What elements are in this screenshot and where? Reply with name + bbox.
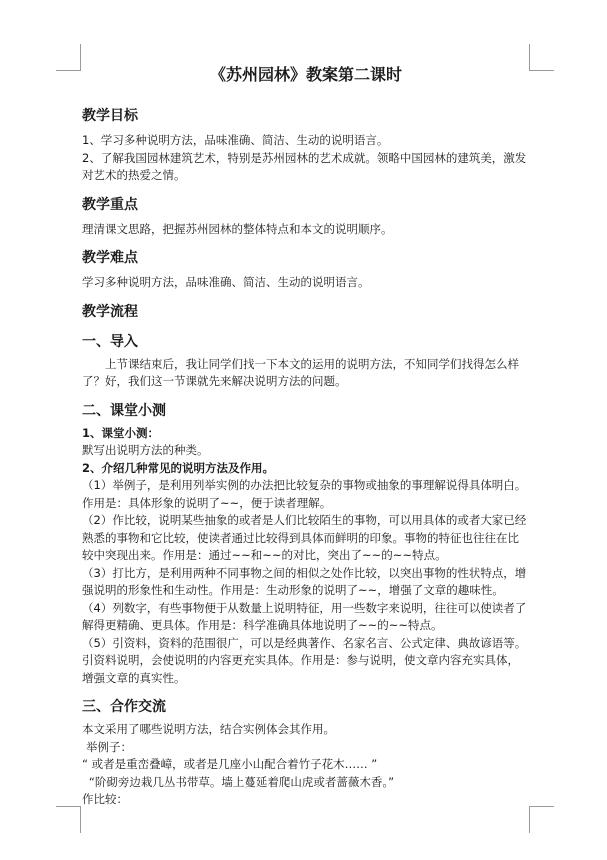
compare-label: 作比较： [82, 792, 128, 806]
method-item-3: （3）打比方，是利用两种不同事物之间的相似之处作比较，以突出事物的性状特点，增强说明的形象性和生动性。作用是：生动形象的说明了~~，增强了文章的趣味性。 [82, 565, 527, 597]
goals-heading: 教学目标 [82, 108, 138, 124]
key-points-heading: 教学重点 [82, 196, 138, 213]
difficulties-text: 学习多种说明方法，品味准确、简洁、生动的说明语言。 [82, 275, 370, 289]
difficulties-heading: 教学难点 [82, 250, 138, 266]
document-title: 《苏州园林》教案第二课时 [209, 65, 402, 84]
example-label: 举例子： [86, 739, 132, 754]
coop-question: 本文采用了哪些说明方法，结合实例体会其作用。 [82, 722, 335, 736]
intro-text: 上节课结束后，我让同学们找一下本文的运用的说明方法，不知同学们找得怎么样了？好，我们这一节课就先来解决说明方法的问题。 [82, 356, 519, 388]
document-page [82, 64, 530, 809]
method-item-4: （4）列数字，有些事物便于从数量上说明特征，用一些数字来说明，往往可以使读者了解得更精确、更具体。作用是：科学准确具体地说明了~~的~~特点。 [82, 600, 527, 632]
quiz-sub-1: 1、课堂小测： [82, 425, 160, 440]
crop-mark-bottom-right [529, 806, 554, 833]
coop-heading: 三、合作交流 [82, 699, 166, 715]
goal-item-1: 1、学习多种说明方法，品味准确、简洁、生动的说明语言。 [82, 133, 389, 147]
key-points-text: 理清课文思路，把握苏州园林的整体特点和本文的说明顺序。 [82, 221, 393, 236]
process-heading: 教学流程 [82, 303, 138, 320]
crop-mark-top-right [529, 44, 554, 71]
method-item-5: （5）引资料，资料的范围很广，可以是经典著作、名家名言、公式定律、典故谚语等。引资料说明，会使说明的内容更充实具体。作用是：参与说明，使文章内容充实具体，增强文章的真实性。 [82, 635, 527, 685]
crop-mark-top-left [56, 44, 81, 71]
method-item-2: （2）作比较，说明某些抽象的或者是人们比较陌生的事物，可以用具体的或者大家已经熟悉的事物和它比较，使读者通过比较得到具体而鲜明的印象。事物的特征也往往在比较中突现出来。作用是：通过~~和~~的对比，突出了~~的~~特点。 [82, 513, 527, 562]
example-quote-1: “ 或者是重峦叠嶂，或者是几座小山配合着竹子花木…… ” [82, 757, 378, 771]
quiz-heading: 二、课堂小测 [82, 402, 166, 419]
goal-item-2: 2、了解我国园林建筑艺术，特别是苏州园林的艺术成就。领略中国园林的建筑美，激发对艺术的热爱之情。 [82, 150, 527, 182]
method-item-1: （1）举例子，是利用列举实例的办法把比较复杂的事物或抽象的事理解说得具体明白。作用是：具体形象的说明了~~，便于读者理解。 [82, 478, 527, 510]
crop-mark-bottom-left [56, 806, 81, 833]
quiz-sub-1-text: 默写出说明方法的种类。 [82, 443, 209, 457]
example-quote-2: “阶砌旁边栽几丛书带草。墙上蔓延着爬山虎或者蔷薇木香。” [88, 774, 395, 789]
quiz-sub-2: 2、介绍几种常见的说明方法及作用。 [82, 460, 274, 475]
intro-heading: 一、导入 [82, 333, 138, 350]
